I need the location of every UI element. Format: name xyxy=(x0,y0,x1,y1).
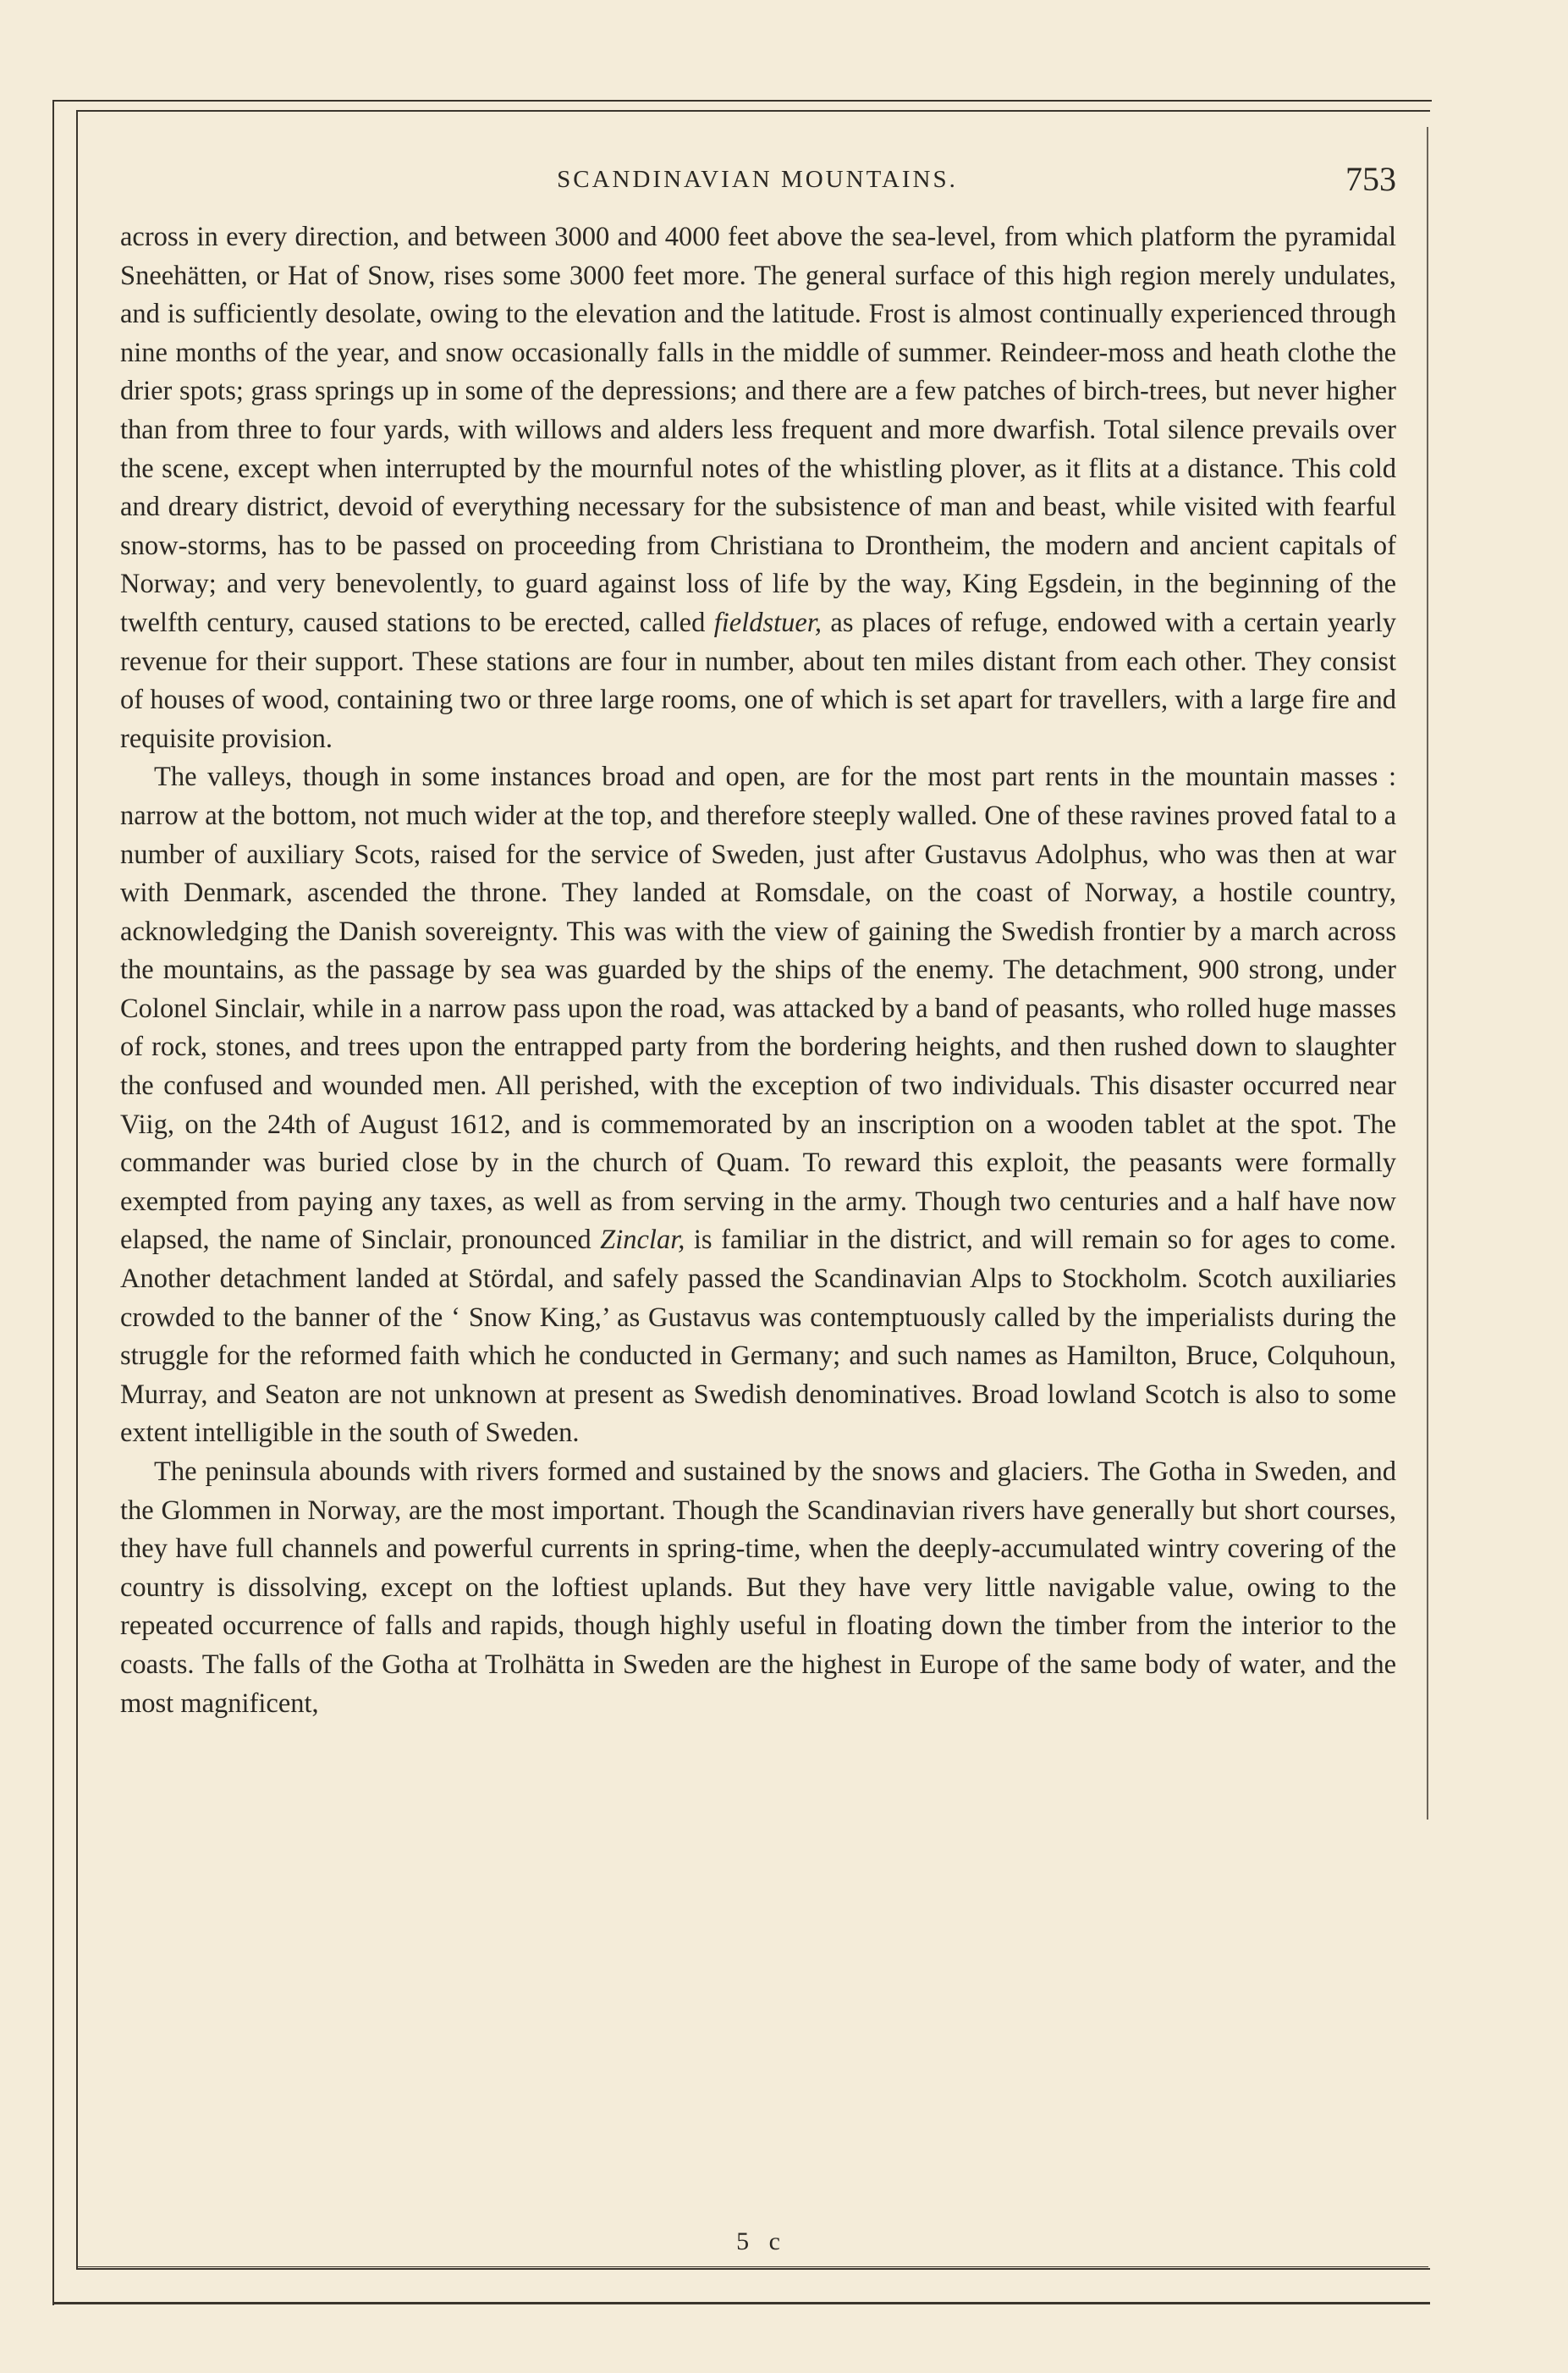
paragraph-2-text-b: is familiar in the district, and will remain so for ages to come. Another detachment landed at Stördal, and safely passed the Scandinavian Alps to Stockholm. Scotch auxiliaries crowded to the banner of the ‘ Snow King,’ as Gustavus was contemptuously called by the imperialists during the struggle for the reformed faith which he conducted in Germany; and such names as Hamilton, Bruce, Colquhoun, Murray, and Seaton are not unknown at present as Swedish denominatives. Broad lowland Scotch is also to some extent intelligible in the south of Sweden. xyxy=(120,1225,1396,1449)
bottom-double-rule xyxy=(76,2266,1428,2270)
paragraph-1-italic-term: fieldstuer, xyxy=(713,607,823,638)
paragraph-1-text-b: as places of refuge, endowed with a certain yearly revenue for their support. These stations are four in number, about ten miles distant from each other. They consist of houses of wood, containing two or three large rooms, one of which is set apart for travellers, with a large fire and requisite provision. xyxy=(120,607,1396,754)
bottom-outer-rule xyxy=(52,2302,1430,2304)
paragraph-1-text-a: across in every direction, and between 3000 and 4000 feet above the sea-level, from which platform the pyramidal Sneehätten, or Hat of Snow, rises some 3000 feet more. The general surface of this high region merely undulates, and is sufficiently desolate, owing to the elevation and the latitude. Frost is almost continually experienced through nine months of the year, and snow occasionally falls in the middle of summer. Reindeer-moss and heath clothe the drier spots; grass springs up in some of the depressions; and there are a few patches of birch-trees, but never higher than from three to four yards, with willows and alders less frequent and more dwarfish. Total silence prevails over the scene, except when interrupted by the mournful notes of the whistling plover, as it flits at a distance. This cold and dreary district, devoid of everything necessary for the subsistence of man and beast, while visited with fearful snow-storms, has to be passed on proceeding from Christiana to Drontheim, the modern and ancient capitals of Norway; and very benevolently, to guard against loss of life by the way, King Egsdein, in the beginning of the twelfth century, caused stations to be erected, called xyxy=(120,222,1396,638)
running-head xyxy=(118,159,1396,201)
running-head-title: SCANDINAVIAN MOUNTAINS. xyxy=(557,166,958,193)
page-number: 753 xyxy=(1345,160,1396,198)
paragraph-1 xyxy=(120,218,1396,758)
signature-mark: 5 c xyxy=(736,2227,787,2255)
paragraph-2-italic-term: Zinclar, xyxy=(600,1225,685,1256)
paragraph-3 xyxy=(120,1453,1396,1723)
paragraph-2-text-a: The valleys, though in some instances broad and open, are for the most part rents in the mountain masses : narrow at the bottom, not much wider at the top, and therefore steeply walled. One of these ravines proved fatal to a number of auxiliary Scots, raised for the service of Sweden, just after Gustavus Adolphus, who was then at war with Denmark, ascended the throne. They landed at Romsdale, on the coast of Norway, a hostile country, acknowledging the Danish sovereignty. This was with the view of gaining the Swedish frontier by a march across the mountains, as the passage by sea was guarded by the ships of the enemy. The detachment, 900 strong, under Colonel Sinclair, while in a narrow pass upon the road, was attacked by a band of peasants, who rolled huge masses of rock, stones, and trees upon the entrapped party from the bordering heights, and then rushed down to slaughter the confused and wounded men. All perished, with the exception of two individuals. This disaster occurred near Viig, on the 24th of August 1612, and is commemorated by an inscription on a wooden tablet at the spot. The commander was buried close by in the church of Quam. To reward this exploit, the peasants were formally exempted from paying any taxes, as well as from serving in the army. Though two centuries and a half have now elapsed, the name of Sinclair, pronounced xyxy=(120,762,1396,1256)
body-text xyxy=(120,218,1396,1723)
right-edge-rule xyxy=(1427,127,1428,1820)
paragraph-3-text: The peninsula abounds with rivers formed and sustained by the snows and glaciers. The Gotha in Sweden, and the Glommen in Norway, are the most important. Though the Scandinavian rivers have generally but short courses, they have full channels and powerful currents in spring-time, when the deeply-accumulated wintry covering of the country is dissolving, except on the loftiest uplands. But they have very little navigable value, owing to the repeated occurrence of falls and rapids, though highly useful in floating down the timber from the interior to the coasts. The falls of the Gotha at Trolhätta in Sweden are the highest in Europe of the same body of water, and the most magnificent, xyxy=(120,1456,1396,1719)
paragraph-2 xyxy=(120,758,1396,1453)
